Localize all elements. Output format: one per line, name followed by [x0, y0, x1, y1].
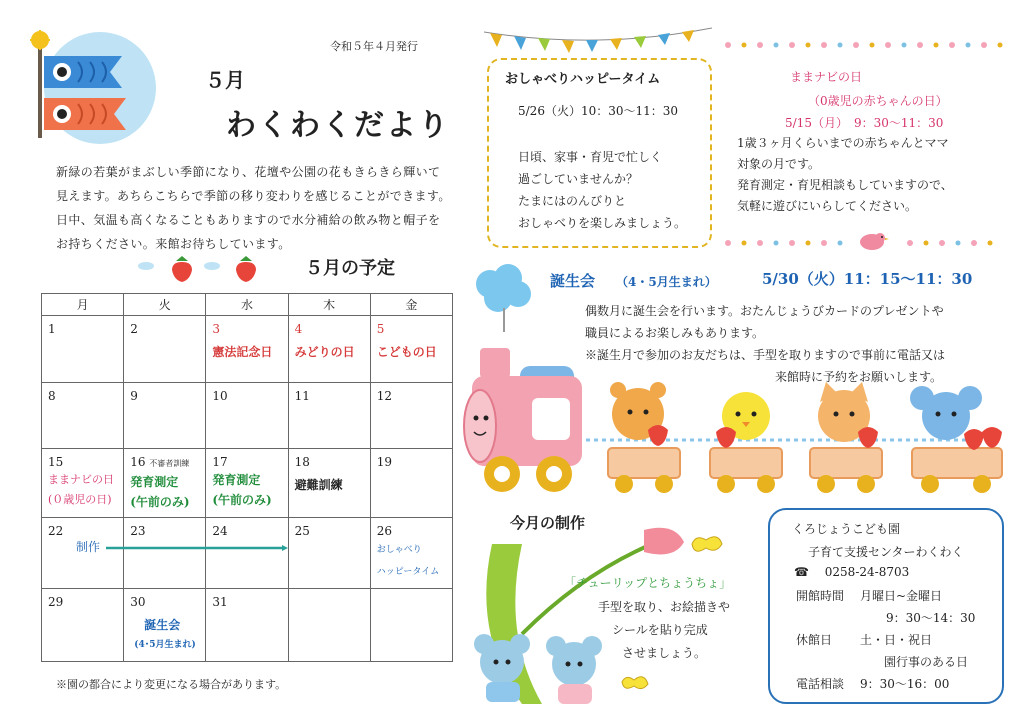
- calendar-day-cell: [288, 589, 370, 662]
- mama-navi-line: 発育測定・育児相談もしていますので、: [737, 178, 953, 192]
- event-label: ままナビの日: [48, 473, 114, 487]
- day-number: 29: [48, 595, 64, 610]
- hours-label: 開館時間: [796, 589, 845, 603]
- day-number: 1: [48, 322, 56, 336]
- intro-text: [56, 160, 466, 256]
- event-label: 発育測定: [130, 475, 179, 490]
- hours-days: 月曜日~金曜日: [860, 589, 943, 603]
- weekday-header: 水: [206, 294, 288, 316]
- weekday-header: 金: [370, 294, 452, 316]
- bunting-decoration: [484, 26, 712, 56]
- craft-event-label: 制作: [76, 540, 101, 554]
- day-number: 25: [294, 524, 310, 539]
- consult-label: 電話相談: [796, 677, 845, 691]
- event-label: おしゃべり: [376, 545, 422, 556]
- day-number: 5: [376, 322, 385, 336]
- calendar-day-cell: [124, 449, 206, 518]
- chat-event-body: [518, 146, 686, 234]
- day-number: 26: [376, 524, 393, 539]
- chat-event-title: おしゃべりハッピータイム: [505, 72, 661, 87]
- schedule-note: ※園の都合により変更になる場合があります。: [56, 678, 287, 691]
- calendar-day-cell: [42, 382, 124, 449]
- holiday-label: 憲法記念日: [212, 345, 273, 359]
- intro-line: 日中、気温も高くなることもありますので水分補給の飲み物と帽子を: [56, 213, 441, 227]
- day-number: 22: [48, 524, 64, 539]
- birthday-subtitle: （4・5月生まれ）: [616, 275, 717, 289]
- calendar-day-cell: [370, 589, 452, 662]
- day-number: 18: [294, 455, 310, 470]
- birthday-time: 5/30（火）11：15～11：30: [762, 270, 973, 288]
- day-number: 23: [130, 524, 146, 539]
- day-number: 10: [212, 388, 228, 403]
- calendar-week-row: [42, 449, 453, 518]
- issue-date: 令和５年４月発行: [330, 40, 418, 53]
- mama-navi-line: 対象の月です。: [737, 157, 821, 171]
- strawberry-decoration: [136, 254, 272, 282]
- calendar-day-cell: [370, 518, 452, 589]
- birthday-line: 来館時に予約をお願いします。: [775, 370, 943, 384]
- day-number: 11: [294, 388, 310, 403]
- day-number: 15: [48, 455, 64, 470]
- day-number: 4: [294, 322, 303, 336]
- hours-time: 9：30～14：30: [886, 611, 976, 625]
- calendar-header-row: [42, 294, 453, 316]
- phone-row: [794, 565, 909, 579]
- calendar-day-cell: [206, 382, 288, 449]
- calendar-day-cell: [42, 589, 124, 662]
- calendar-day-cell: [124, 518, 206, 589]
- mama-navi-time: 5/15（月） 9：30～11：30: [785, 116, 944, 130]
- craft-body: [598, 596, 730, 665]
- chat-line: 日頃、家事・育児で忙しく: [518, 150, 663, 164]
- calendar-day-cell: [124, 382, 206, 449]
- craft-period-arrow: [106, 545, 288, 551]
- calendar-day-cell: [42, 449, 124, 518]
- event-label: 発育測定: [212, 473, 261, 488]
- birthday-line: 偶数月に誕生会を行います。おたんじょうびカードのプレゼントや: [585, 304, 944, 318]
- calendar-day-cell: [370, 382, 452, 449]
- consult-time: 9：30～16：00: [860, 677, 950, 691]
- birthday-line: 職員によるお楽しみもあります。: [585, 326, 765, 340]
- closed-extra: 園行事のある日: [884, 655, 969, 669]
- event-note: ハッピータイム: [376, 567, 440, 578]
- calendar-day-cell: [124, 589, 206, 662]
- koinobori-illustration: [22, 26, 178, 144]
- weekday-header: 木: [288, 294, 370, 316]
- chat-line: たまにはのんびりと: [518, 194, 627, 208]
- mama-navi-line: 1歳３ヶ月くらいまでの赤ちゃんとママ: [737, 136, 949, 150]
- calendar-day-cell: [288, 316, 370, 383]
- calendar-day-cell: [370, 316, 452, 383]
- holiday-label: こどもの日: [376, 345, 437, 359]
- animal-train-illustration: [462, 336, 1008, 506]
- birthday-title: 誕生会: [550, 272, 596, 290]
- chat-line: 過ごしていませんか？: [518, 172, 639, 186]
- newsletter-title: わくわくだより: [226, 108, 450, 143]
- holiday-label: みどりの日: [294, 345, 355, 359]
- intro-line: 新緑の若葉がまぶしい季節になり、花壇や公園の花もきらきら輝いて: [56, 165, 441, 179]
- phone-number: 0258-24-8703: [824, 565, 910, 579]
- calendar-day-cell: [370, 449, 452, 518]
- craft-line: 手型を取り、お絵描きや: [598, 600, 731, 614]
- day-number: 17: [212, 455, 228, 470]
- calendar-day-cell: [206, 449, 288, 518]
- calendar-week-row: [42, 316, 453, 383]
- calendar-day-cell: [206, 589, 288, 662]
- craft-line: シールを貼り完成: [612, 623, 708, 637]
- birthday-line: ※誕生月で参加のお友だちは、手型を取りますので事前に電話又は: [585, 348, 946, 362]
- mama-navi-subtitle: （0歳児の赤ちゃんの日）: [808, 94, 948, 108]
- day-number: 8: [48, 388, 56, 403]
- craft-name: 「チューリップとちょうちょ」: [564, 576, 732, 590]
- craft-line: させましょう。: [622, 646, 707, 660]
- calendar-day-cell: [288, 449, 370, 518]
- craft-title: 今月の制作: [510, 514, 586, 532]
- day-number: 24: [212, 524, 228, 539]
- calendar-day-cell: [206, 518, 288, 589]
- closed-days: 土・日・祝日: [860, 633, 933, 647]
- chat-event-time: 5/26（火）10：30～11：30: [518, 104, 679, 118]
- day-number: 31: [212, 595, 228, 610]
- intro-line: 見えます。あちらこちらで季節の移り変わりを感じることができます。: [56, 189, 451, 203]
- event-note: (午前のみ): [212, 493, 272, 508]
- calendar-week-row: [42, 518, 453, 589]
- event-label: 誕生会: [144, 618, 181, 633]
- org-name: くろじょうこども園: [792, 522, 901, 536]
- mama-navi-title: ままナビの日: [790, 70, 863, 84]
- day-number: 30: [130, 595, 146, 610]
- floral-border-top: [720, 36, 1005, 54]
- day-number: 9: [130, 388, 138, 403]
- month-label: ５月: [205, 68, 245, 92]
- event-note: (午前のみ): [130, 495, 190, 510]
- cotton-candy-illustration: [470, 262, 536, 334]
- calendar-table: [41, 293, 453, 662]
- calendar-day-cell: [206, 316, 288, 383]
- day-number: 2: [130, 322, 138, 336]
- intro-line: お持ちください。来館お待ちしています。: [56, 237, 291, 251]
- calendar-week-row: [42, 589, 453, 662]
- schedule-title: ５月の予定: [305, 258, 395, 279]
- event-label: 避難訓練: [294, 478, 343, 493]
- event-note: (4･5月生まれ): [134, 640, 196, 651]
- calendar-day-cell: [288, 382, 370, 449]
- center-name: 子育て支援センターわくわく: [808, 545, 964, 559]
- calendar-day-cell: [288, 518, 370, 589]
- chat-line: おしゃべりを楽しみましょう。: [518, 216, 687, 230]
- day-number: 3: [212, 322, 221, 336]
- floral-border-bottom: [720, 232, 1005, 252]
- calendar-week-row: [42, 382, 453, 449]
- weekday-header: 火: [124, 294, 206, 316]
- weekday-header: 月: [42, 294, 124, 316]
- day-number: 19: [376, 455, 393, 470]
- closed-label: 休館日: [796, 633, 833, 647]
- event-note: (０歳児の日): [48, 493, 112, 507]
- calendar-day-cell: [124, 316, 206, 383]
- day-number: 16 不審者訓練: [130, 455, 190, 470]
- day-number: 12: [376, 388, 393, 403]
- mama-navi-body: [737, 133, 953, 217]
- mama-navi-line: 気軽に遊びにいらしてください。: [737, 199, 918, 213]
- phone-icon: ☎: [794, 565, 809, 579]
- drill-tag: 不審者訓練: [149, 459, 190, 469]
- calendar-day-cell: [42, 316, 124, 383]
